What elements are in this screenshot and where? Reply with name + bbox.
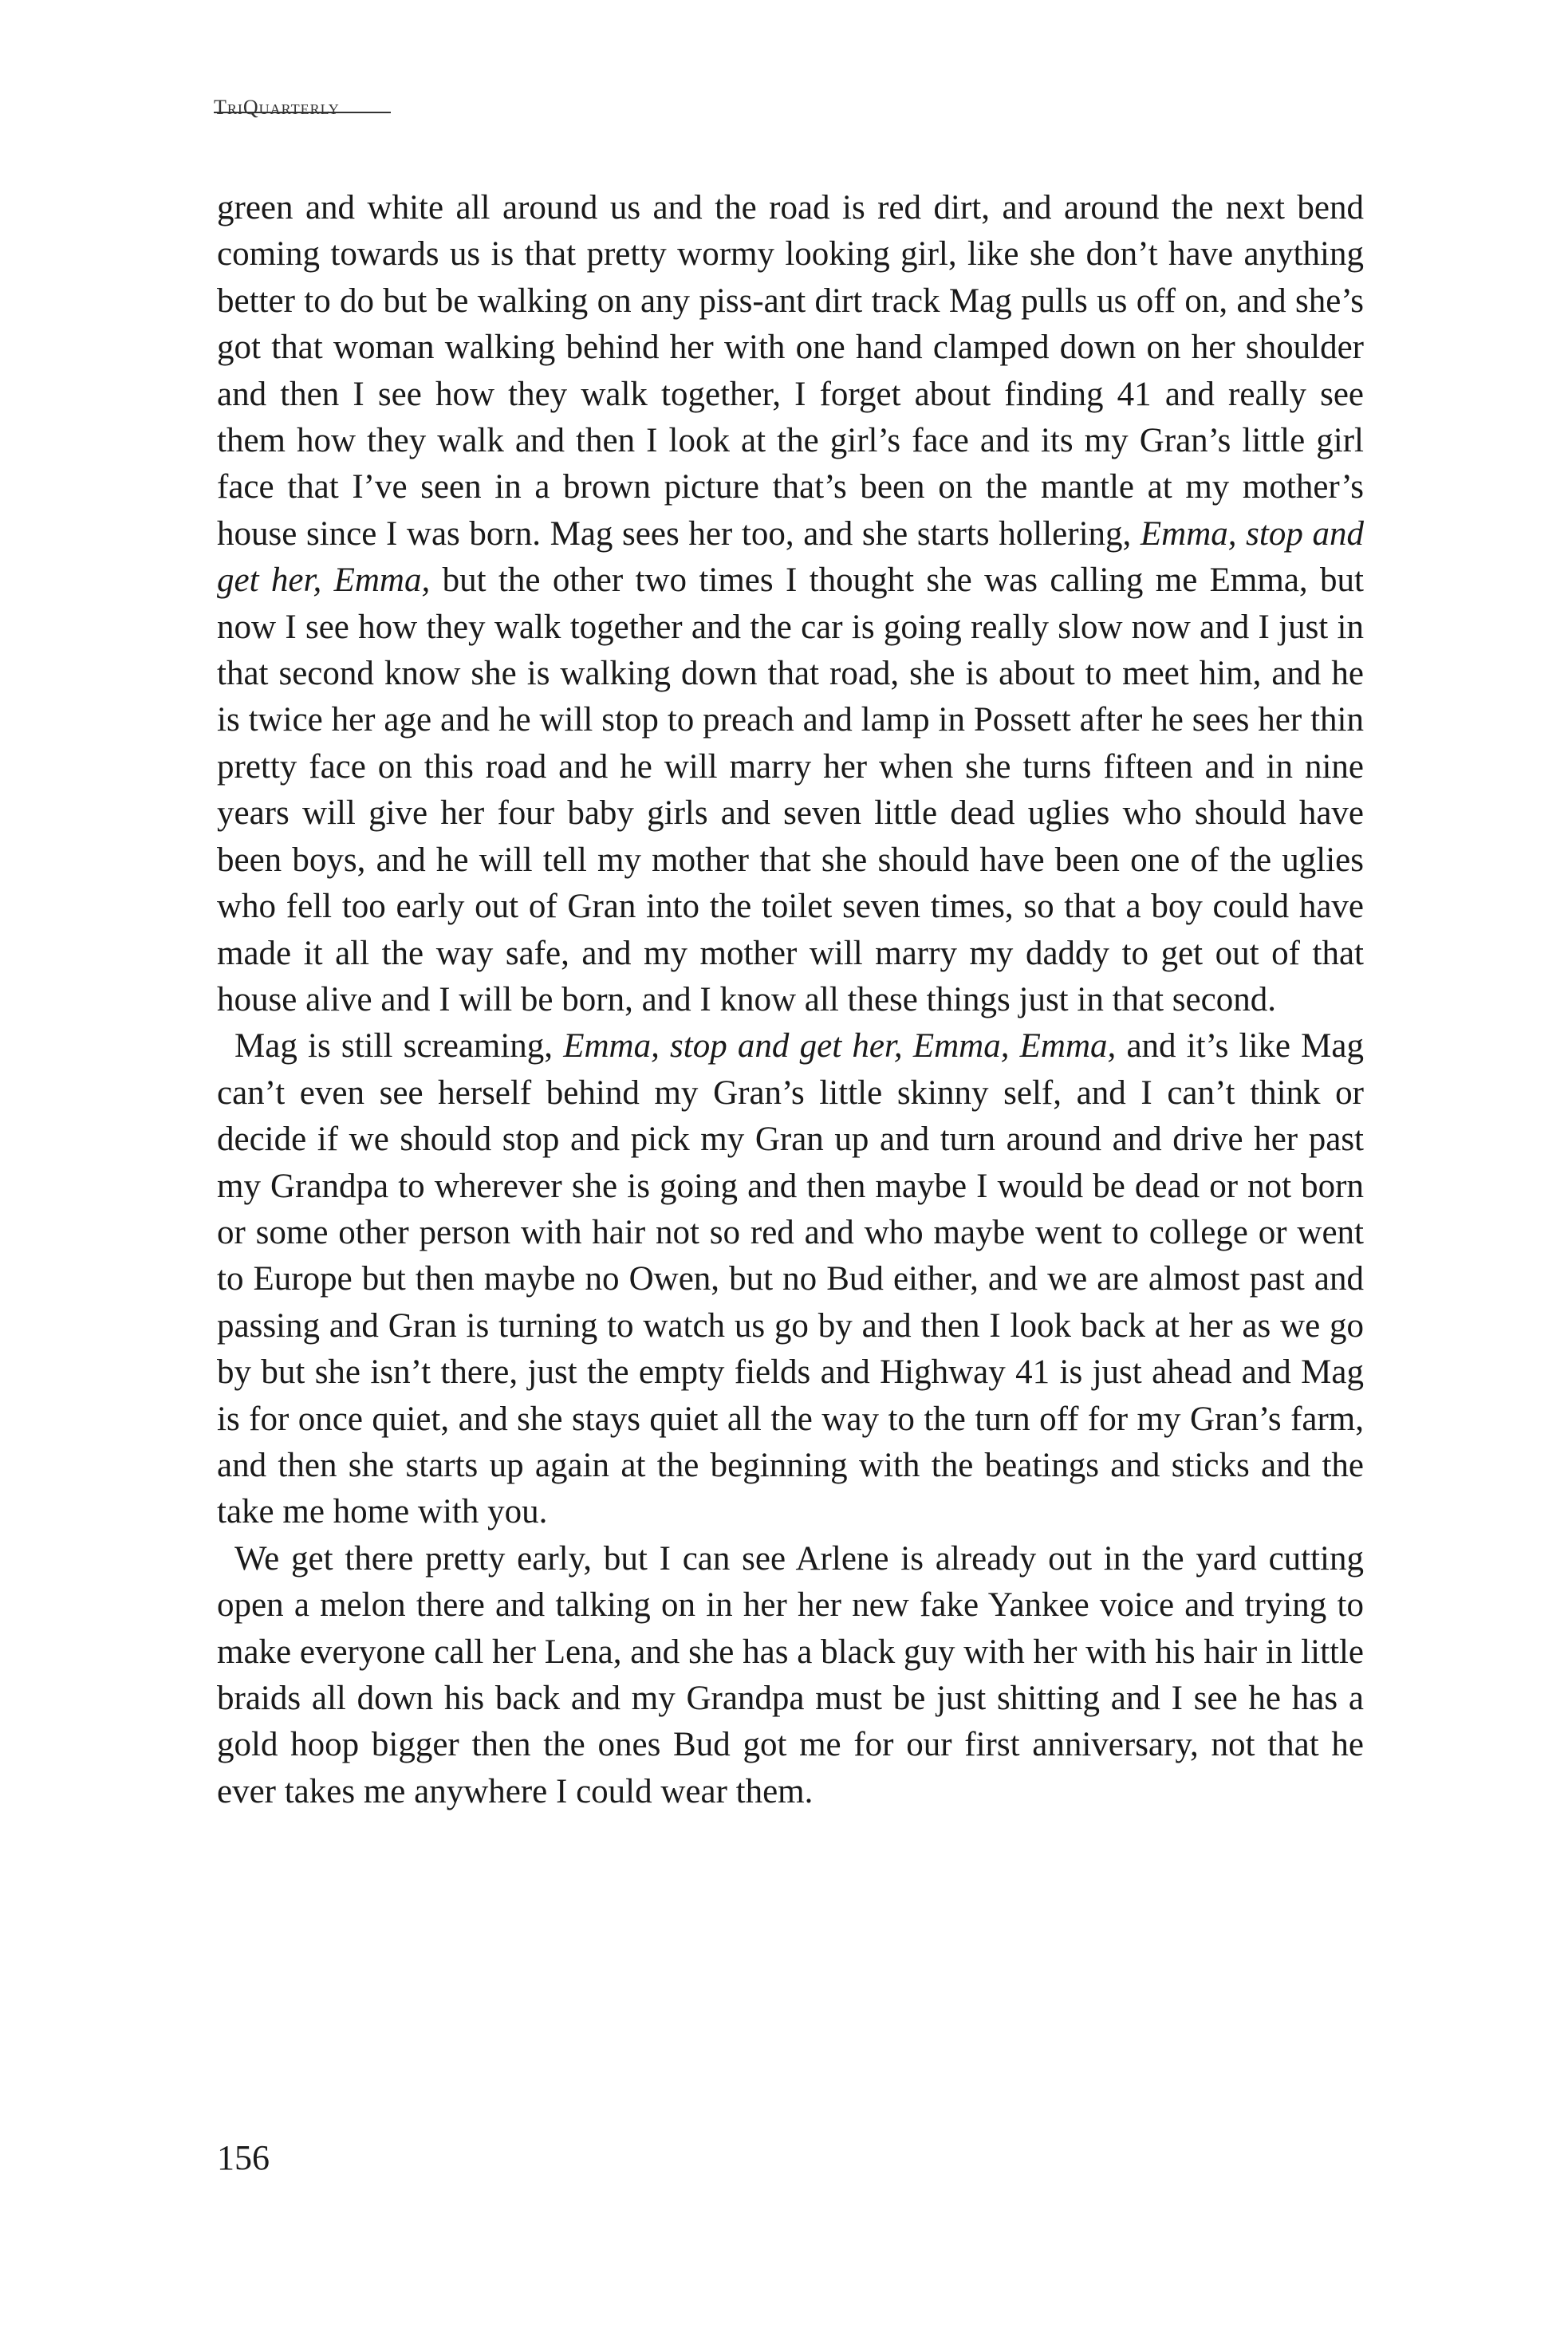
body-text	[217, 185, 1364, 1815]
paragraph-1-segment-1: green and white all around us and the road is red dirt, and around the next bend coming towards us is that pretty wormy looking girl, like she don’t have anything better to do but be walking on any piss-ant dirt track Mag pulls us off on, and she’s got that woman walking behind her with one hand clamped down on her shoulder and then I see how they walk together, I forget about finding 41 and really see them how they walk and then I look at the girl’s face and its my Gran’s little girl face that I’ve seen in a brown picture that’s been on the mantle at my mother’s house since I was born. Mag sees her too, and she starts hollering,	[217, 189, 1364, 553]
paragraph-1	[217, 185, 1364, 1023]
paragraph-2-segment-1: Mag is still screaming,	[234, 1027, 564, 1066]
paragraph-1-segment-2-italic: Emma, stop and get her, Emma,	[217, 514, 1364, 600]
paragraph-2-segment-2-italic: Emma, stop and get her, Emma, Emma,	[563, 1027, 1117, 1066]
paragraph-3	[217, 1536, 1364, 1815]
paragraph-1-segment-3: but the other two times I thought she was calling me Emma, but now I see how they walk together and the car is going really slow now and I just in that second know she is walking down that road, she is about to meet him, and he is twice her age and he will stop to preach and lamp in Possett after he sees her thin pretty face on this road and he will marry her when she turns fifteen and in nine years will give her four baby girls and seven little dead uglies who should have been boys, and he will tell my mother that she should have been one of the uglies who fell too early out of Gran into the toilet seven times, so that a boy could have made it all the way safe, and my mother will marry my daddy to get out of that house alive and I will be born, and I know all these things just in that second.	[217, 561, 1364, 1018]
running-head: TriQuarterly	[214, 96, 340, 119]
paragraph-2	[217, 1023, 1364, 1535]
paragraph-2-segment-3: and it’s like Mag can’t even see herself behind my Gran’s little skinny self, and I can’t think or decide if we should stop and pick my Gran up and turn around and drive her past my Grandpa to wherever she is going and then maybe I would be dead or not born or some other person with hair not so red and who maybe went to college or went to Europe but then maybe no Owen, but no Bud either, and we are almost past and passing and Gran is turning to watch us go by and then I look back at her as we go by but she isn’t there, just the empty fields and Highway 41 is just ahead and Mag is for once quiet, and she stays quiet all the way to the turn off for my Gran’s farm, and then she starts up again at the beginning with the beatings and sticks and the take me home with you.	[217, 1027, 1364, 1531]
paragraph-3-segment-1: We get there pretty early, but I can see Arlene is already out in the yard cutting open a melon there and talking on in her her new fake Yankee voice and trying to make everyone call her Lena, and she has a black guy with her with his hair in little braids all down his back and my Grandpa must be just shitting and I see he has a gold hoop bigger then the ones Bud got me for our first anniversary, not that he ever takes me anywhere I could wear them.	[217, 1539, 1364, 1810]
page-number: 156	[217, 2138, 270, 2177]
